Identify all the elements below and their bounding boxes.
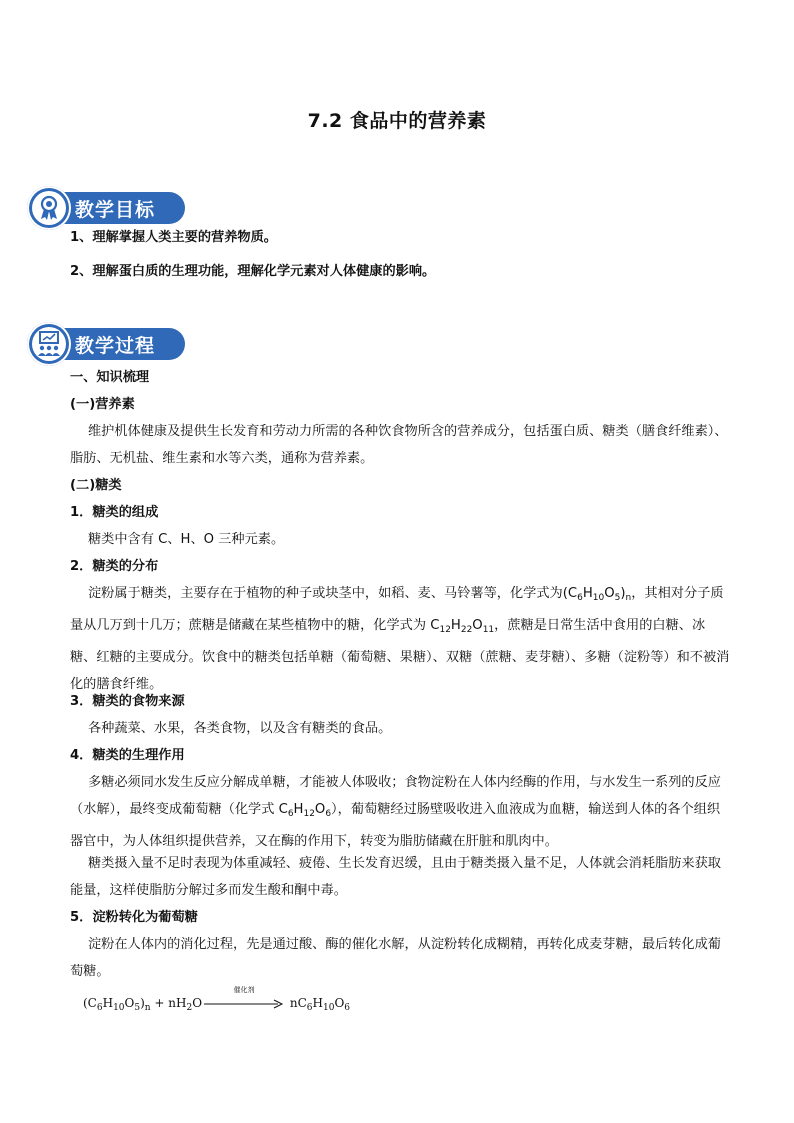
paragraph-sugar-function: 多糖必须同水发生反应分解成单糖，才能被人体吸收；食物淀粉在人体内经酶的作用，与水发生一系列的反应（水解），最终变成葡萄糖（化学式 $C_6H_{12}O_6$），葡萄糖经过肠壁吸收进入血液成为血糖，输送到人体的各个组织器官中，为人体组织提供营养，又在酶的作用下，转变为脂肪储藏在肝脏和肌肉中。 (70, 775, 721, 849)
award-medal-icon (37, 195, 61, 221)
subsection-title: 4．糖类的生理作用 (70, 748, 185, 763)
presentation-audience-icon (37, 331, 61, 357)
paragraph: 糖类中含有 C、H、O 三种元素。 (88, 532, 285, 547)
goal-item: 1、理解掌握人类主要的营养物质。 (70, 230, 277, 245)
section-banner-process (27, 322, 185, 366)
section-label: 教学过程 (75, 335, 156, 357)
part-title: (二)糖类 (70, 478, 122, 493)
paragraph: 糖类摄入量不足时表现为体重减轻、疲倦、生长发育迟缓，且由于糖类摄入量不足，人体就会消耗脂肪来获取能量，这样使脂肪分解过多而发生酸和酮中毒。 (70, 856, 721, 898)
chemical-equation: $(C_6H_{10}O_5)_n + nH_2O$ 催化剂 $nC_6H_{10}O_6$ (83, 985, 351, 1013)
subsection-title: 3．糖类的食物来源 (70, 694, 185, 709)
goal-item: 2、理解蛋白质的生理功能，理解化学元素对人体健康的影响。 (70, 264, 436, 279)
paragraph: 淀粉在人体内的消化过程，先是通过酸、酶的催化水解，从淀粉转化成糊精，再转化成麦芽糖，最后转化成葡萄糖。 (70, 937, 721, 979)
heading-knowledge: 一、知识梳理 (70, 370, 150, 385)
catalyst-label: 催化剂 (233, 985, 255, 994)
page-title: 7.2 食品中的营养素 (307, 110, 487, 132)
subsection-title: 1．糖类的组成 (70, 505, 159, 520)
paragraph: 各种蔬菜、水果，各类食物，以及含有糖类的食品。 (88, 721, 392, 736)
paragraph-sugar-distribution: 淀粉属于糖类，主要存在于植物的种子或块茎中，如稻、麦、马铃薯等，化学式为$(C_6H_{10}O_5)_n$，其相对分子质量从几万到十几万；蔗糖是储藏在某些植物中的糖，化学式为 $C_{12}H_{22}O_{11}$，蔗糖是日常生活中食用的白糖、冰糖、红糖的主要成分。饮食中的糖类包括单糖（葡萄糖、果糖）、双糖（蔗糖、麦芽糖）、多糖（淀粉等）和不被消化的膳食纤维。 (70, 586, 730, 692)
subsection-title: 5．淀粉转化为葡萄糖 (70, 910, 198, 925)
section-label: 教学目标 (75, 199, 156, 221)
part-title: (一)营养素 (70, 397, 135, 412)
paragraph: 维护机体健康及提供生长发育和劳动力所需的各种饮食物所含的营养成分，包括蛋白质、糖类（膳食纤维素）、脂肪、无机盐、维生素和水等六类，通称为营养素。 (70, 424, 728, 466)
reaction-arrow (204, 985, 284, 1011)
subsection-title: 2．糖类的分布 (70, 559, 159, 574)
